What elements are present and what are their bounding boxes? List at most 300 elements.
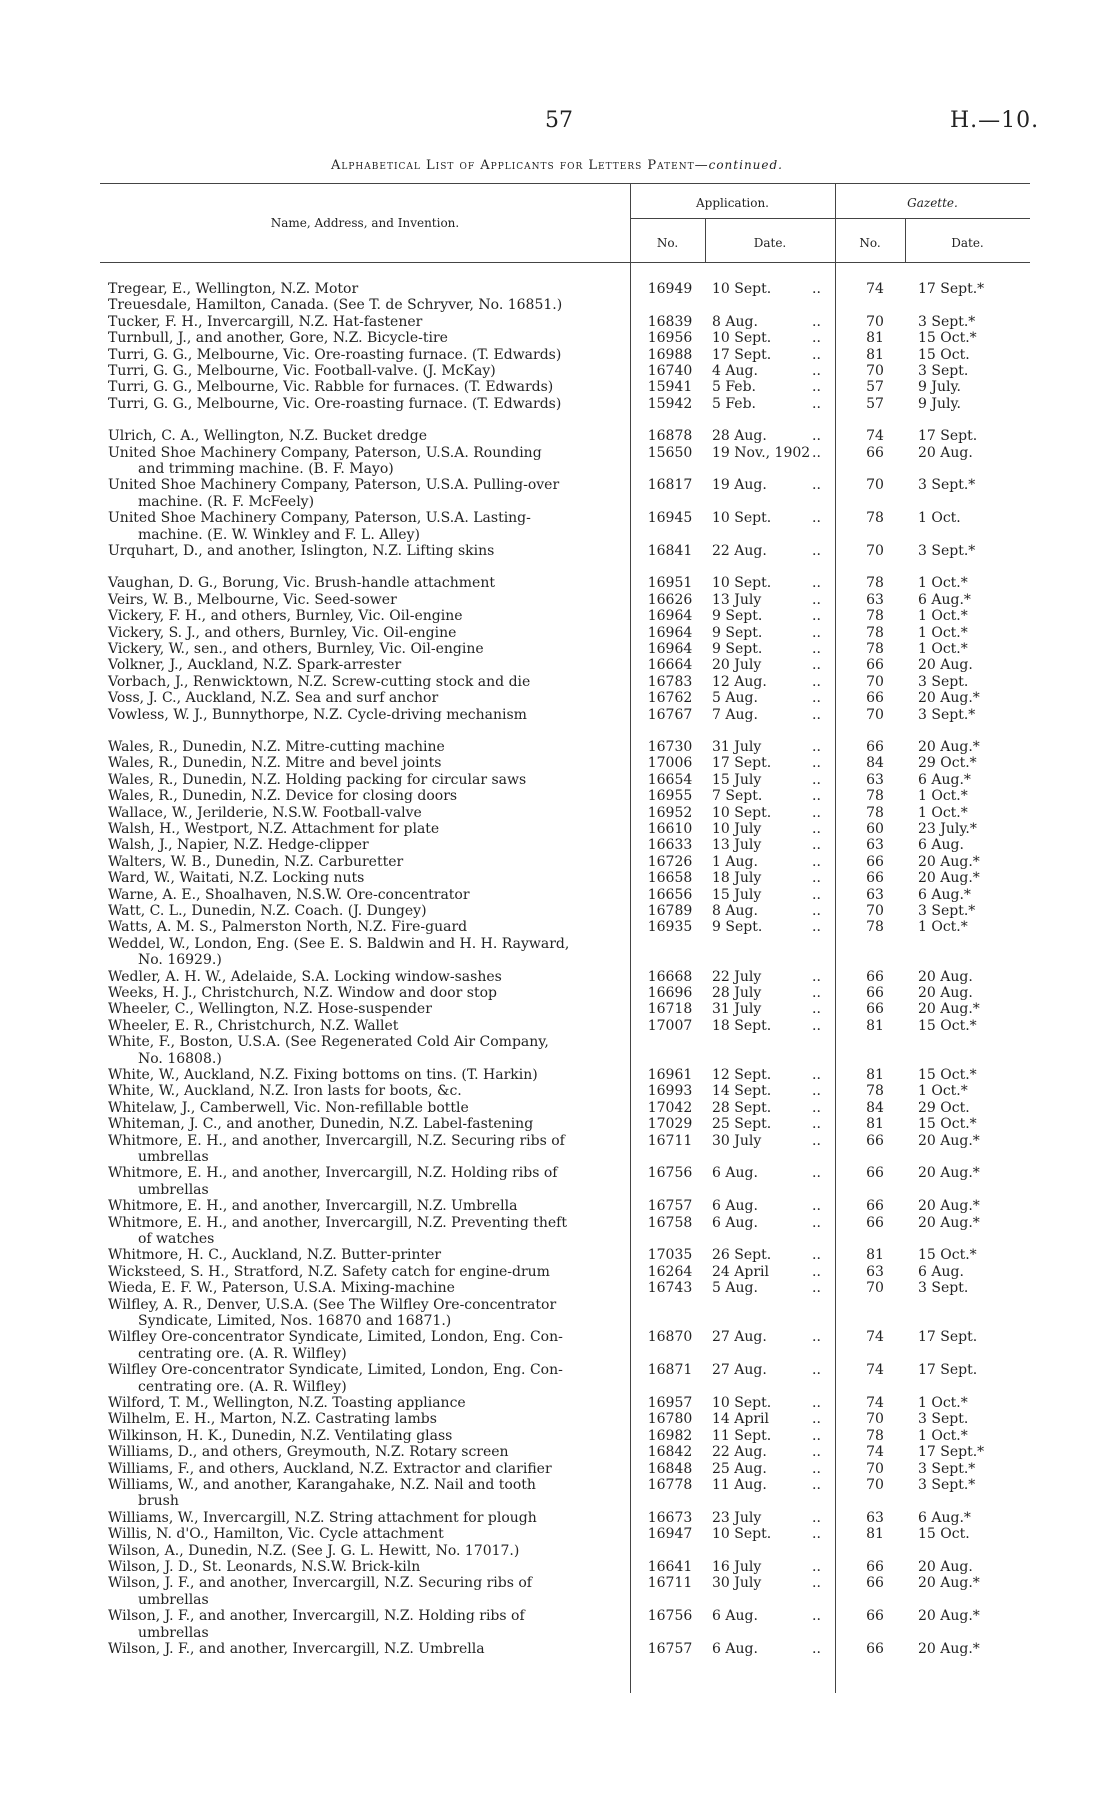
list-item: [0, 1396, 1114, 1411]
application-date: 27 Aug.: [712, 1329, 767, 1346]
application-number: 16610: [647, 821, 693, 837]
gazette-date: 9 July.: [918, 379, 961, 396]
application-date: 8 Aug.: [712, 313, 758, 330]
gazette-date: 20 Aug.: [918, 968, 973, 985]
application-number: 16756: [647, 1608, 693, 1625]
application-date: 25 Aug.: [712, 1460, 767, 1477]
page-number: 57: [545, 108, 573, 133]
list-item: [0, 756, 1114, 771]
application-date: 27 Aug.: [712, 1362, 767, 1379]
applicant-entry: Turri, G. G., Melbourne, Vic. Ore-roasting furnace. (T. Edwards): [108, 346, 562, 363]
leader-dots: ..: [812, 985, 821, 1001]
application-number: 16783: [647, 673, 693, 690]
header-top-rule: [100, 183, 1030, 184]
application-number: 16664: [647, 657, 693, 674]
list-item: [0, 1576, 1114, 1591]
gazette-number: 78: [866, 510, 884, 527]
applicant-entry: centrating ore. (A. R. Wilfley): [138, 1345, 347, 1362]
list-item: [0, 920, 1114, 935]
gazette-date: 3 Sept.*: [918, 1460, 976, 1477]
application-date: 4 Aug.: [712, 363, 758, 379]
applicant-entry: Vorbach, J., Renwicktown, N.Z. Screw-cutting stock and die: [108, 673, 531, 690]
list-item: [0, 1019, 1114, 1034]
application-date: 8 Aug.: [712, 903, 758, 919]
list-item: [0, 740, 1114, 755]
application-number: 16711: [647, 1132, 693, 1149]
list-item: [0, 953, 1114, 968]
applicant-entry: Wilfley, A. R., Denver, U.S.A. (See The Wilfley Ore-concentrator: [108, 1296, 557, 1313]
leader-dots: ..: [812, 886, 821, 903]
gazette-number: 74: [866, 428, 884, 445]
title-continued: continued.: [708, 158, 783, 172]
application-date: 14 Sept.: [712, 1083, 772, 1100]
applicant-entry: of watches: [138, 1231, 215, 1247]
gazette-number: 66: [866, 657, 884, 674]
applicant-entry: Whitmore, E. H., and another, Invercargill, N.Z. Umbrella: [108, 1198, 518, 1215]
application-number: 16956: [647, 330, 693, 347]
gazette-date: 29 Oct.*: [918, 755, 977, 772]
leader-dots: ..: [812, 1132, 821, 1149]
application-number: 16758: [647, 1214, 693, 1231]
leader-dots: ..: [812, 1559, 821, 1575]
applicant-entry: Wilkinson, H. K., Dunedin, N.Z. Ventilating glass: [108, 1427, 453, 1444]
application-number: 16951: [647, 575, 693, 592]
list-item: [0, 331, 1114, 346]
application-number: 16870: [647, 1329, 693, 1346]
application-number: 16711: [647, 1575, 693, 1592]
application-number: 16767: [647, 706, 693, 723]
list-item: [0, 364, 1114, 379]
leader-dots: ..: [812, 1214, 821, 1231]
gazette-number: 70: [866, 903, 884, 919]
list-item: [0, 1134, 1114, 1149]
application-number: 16878: [647, 428, 693, 445]
gazette-date: 1 Oct.*: [918, 804, 968, 821]
gazette-date: 20 Aug.*: [918, 1198, 980, 1215]
leader-dots: ..: [812, 903, 821, 919]
list-item: [0, 1166, 1114, 1181]
application-number: 17029: [647, 1116, 693, 1133]
application-number: 16264: [647, 1263, 693, 1280]
application-number: 16656: [647, 886, 693, 903]
header-app-date: Date.: [753, 236, 787, 250]
applicant-entry: Walsh, J., Napier, N.Z. Hedge-clipper: [108, 837, 369, 854]
application-number: 16658: [647, 870, 693, 887]
application-number: 15942: [647, 395, 693, 412]
gazette-number: 70: [866, 477, 884, 494]
leader-dots: ..: [812, 968, 821, 985]
gazette-date: 20 Aug.: [918, 1559, 973, 1575]
leader-dots: ..: [812, 788, 821, 805]
gazette-number: 70: [866, 313, 884, 330]
leader-dots: ..: [812, 477, 821, 494]
gazette-date: 6 Aug.: [918, 1263, 964, 1280]
application-date: 10 July: [712, 821, 762, 837]
list-item: [0, 1232, 1114, 1247]
gazette-date: 3 Sept.*: [918, 1477, 976, 1493]
application-date: 11 Aug.: [712, 1477, 767, 1493]
application-number: 16726: [647, 853, 693, 870]
gazette-date: 1 Oct.: [918, 510, 961, 527]
leader-dots: ..: [812, 1526, 821, 1543]
gazette-date: 6 Aug.*: [918, 591, 971, 608]
header-app-no: No.: [656, 236, 679, 250]
gazette-date: 17 Sept.*: [918, 281, 985, 297]
leader-dots: ..: [812, 706, 821, 723]
leader-dots: ..: [812, 1460, 821, 1477]
gazette-number: 74: [866, 1362, 884, 1379]
list-item: [0, 855, 1114, 870]
applicant-entry: Wheeler, E. R., Christchurch, N.Z. Wallet: [108, 1017, 399, 1034]
application-number: 17007: [647, 1017, 693, 1034]
application-number: 17042: [647, 1099, 693, 1116]
application-number: 16961: [647, 1067, 693, 1083]
application-number: 16839: [647, 313, 693, 330]
application-number: 16842: [647, 1444, 693, 1461]
gazette-date: 29 Oct.: [918, 1099, 970, 1116]
application-date: 7 Aug.: [712, 706, 758, 723]
gazette-number: 63: [866, 886, 884, 903]
application-number: 16673: [647, 1509, 693, 1526]
list-item: [0, 495, 1114, 510]
leader-dots: ..: [812, 1001, 821, 1018]
application-date: 19 Nov., 1902: [712, 444, 811, 461]
gazette-number: 66: [866, 853, 884, 870]
list-item: [0, 1150, 1114, 1165]
list-item: [0, 576, 1114, 591]
gazette-date: 20 Aug.*: [918, 1001, 980, 1018]
application-date: 5 Aug.: [712, 1280, 758, 1297]
applicant-entry: umbrellas: [138, 1591, 209, 1608]
applicant-entry: Wilson, J. D., St. Leonards, N.S.W. Brick-kiln: [108, 1559, 421, 1575]
list-item: [0, 462, 1114, 477]
gazette-date: 15 Oct.: [918, 1526, 970, 1543]
gazette-date: 3 Sept.: [918, 1411, 969, 1428]
page-title: [0, 158, 1114, 173]
applicant-entry: Wheeler, C., Wellington, N.Z. Hose-suspender: [108, 1001, 432, 1018]
list-item: [0, 789, 1114, 804]
list-item: [0, 528, 1114, 543]
gazette-number: 66: [866, 1559, 884, 1575]
applicant-entry: United Shoe Machinery Company, Paterson, U.S.A. Pulling-over: [108, 477, 560, 494]
application-date: 5 Feb.: [712, 379, 757, 396]
list-item: [0, 1462, 1114, 1477]
list-item: [0, 675, 1114, 690]
leader-dots: ..: [812, 510, 821, 527]
gazette-number: 66: [866, 870, 884, 887]
gazette-date: 3 Sept.*: [918, 543, 976, 559]
gazette-date: 15 Oct.*: [918, 330, 977, 347]
gazette-date: 1 Oct.*: [918, 608, 968, 625]
applicant-entry: White, F., Boston, U.S.A. (See Regenerated Cold Air Company,: [108, 1034, 549, 1051]
gazette-number: 70: [866, 1460, 884, 1477]
application-date: 10 Sept.: [712, 281, 772, 297]
leader-dots: ..: [812, 1198, 821, 1215]
applicant-entry: Wilson, J. F., and another, Invercargill, N.Z. Securing ribs of: [108, 1575, 532, 1592]
leader-dots: ..: [812, 395, 821, 412]
applicant-entry: Wilson, J. F., and another, Invercargill, N.Z. Umbrella: [108, 1641, 485, 1657]
application-number: 16964: [647, 624, 693, 641]
gazette-date: 20 Aug.*: [918, 1132, 980, 1149]
list-item: [0, 511, 1114, 526]
list-item: [0, 1494, 1114, 1509]
applicant-entry: Whiteman, J. C., and another, Dunedin, N.Z. Label-fastening: [108, 1116, 534, 1133]
list-item: [0, 1527, 1114, 1542]
applicant-entry: Turri, G. G., Melbourne, Vic. Ore-roasting furnace. (T. Edwards): [108, 395, 562, 412]
leader-dots: ..: [812, 1411, 821, 1428]
list-item: [0, 1429, 1114, 1444]
list-item: [0, 970, 1114, 985]
gazette-date: 1 Oct.*: [918, 1427, 968, 1444]
applicant-entry: Ulrich, C. A., Wellington, N.Z. Bucket dredge: [108, 428, 428, 445]
leader-dots: ..: [812, 804, 821, 821]
gazette-number: 84: [866, 1099, 884, 1116]
application-number: 16756: [647, 1165, 693, 1182]
gazette-number: 60: [866, 821, 884, 837]
application-date: 25 Sept.: [712, 1116, 772, 1133]
header-gazette-date: Date.: [951, 236, 984, 250]
list-item: [0, 1478, 1114, 1493]
application-number: 16762: [647, 690, 693, 707]
list-item: [0, 626, 1114, 641]
application-number: 16780: [647, 1411, 693, 1428]
application-number: 16964: [647, 608, 693, 625]
gazette-number: 70: [866, 543, 884, 559]
applicant-entry: Warne, A. E., Shoalhaven, N.S.W. Ore-concentrator: [108, 886, 470, 903]
list-item: [0, 1068, 1114, 1083]
application-date: 30 July: [712, 1132, 762, 1149]
applicant-entry: Wilfley Ore-concentrator Syndicate, Limited, London, Eng. Con-: [108, 1362, 563, 1379]
application-date: 6 Aug.: [712, 1198, 758, 1215]
list-item: [0, 1314, 1114, 1329]
application-number: 16633: [647, 837, 693, 854]
leader-dots: ..: [812, 1477, 821, 1493]
gazette-date: 20 Aug.: [918, 444, 973, 461]
leader-dots: ..: [812, 1395, 821, 1411]
application-date: 1 Aug.: [712, 853, 758, 870]
gazette-number: 70: [866, 1411, 884, 1428]
application-date: 9 Sept.: [712, 919, 763, 936]
list-item: [0, 1330, 1114, 1345]
application-number: 16945: [647, 510, 693, 527]
application-number: 16718: [647, 1001, 693, 1018]
gazette-date: 15 Oct.*: [918, 1116, 977, 1133]
leader-dots: ..: [812, 1165, 821, 1182]
application-date: 10 Sept.: [712, 330, 772, 347]
gazette-number: 70: [866, 673, 884, 690]
applicant-entry: Whitmore, E. H., and another, Invercargill, N.Z. Securing ribs of: [108, 1132, 565, 1149]
gazette-date: 20 Aug.*: [918, 1575, 980, 1592]
leader-dots: ..: [812, 428, 821, 445]
application-number: 16848: [647, 1460, 693, 1477]
applicant-entry: Wales, R., Dunedin, N.Z. Mitre-cutting machine: [108, 739, 445, 755]
leader-dots: ..: [812, 1608, 821, 1625]
application-date: 31 July: [712, 1001, 762, 1018]
list-item: [0, 1347, 1114, 1362]
application-date: 9 Sept.: [712, 641, 763, 657]
applicant-entry: Walters, W. B., Dunedin, N.Z. Carburetter: [108, 853, 404, 870]
application-date: 28 Aug.: [712, 428, 767, 445]
application-number: 17035: [647, 1247, 693, 1264]
applicant-entry: Wilford, T. M., Wellington, N.Z. Toasting appliance: [108, 1395, 466, 1411]
applicant-entry: Tregear, E., Wellington, N.Z. Motor: [108, 281, 359, 297]
leader-dots: ..: [812, 608, 821, 625]
gazette-number: 81: [866, 346, 884, 363]
gazette-number: 66: [866, 690, 884, 707]
header-gazette: Gazette.: [907, 196, 958, 210]
applicant-entry: Wicksteed, S. H., Stratford, N.Z. Safety catch for engine-drum: [108, 1263, 550, 1280]
applicant-entry: brush: [138, 1493, 179, 1510]
list-item: [0, 1101, 1114, 1116]
leader-dots: ..: [812, 657, 821, 674]
list-item: [0, 691, 1114, 706]
header-name: Name, Address, and Invention.: [270, 216, 460, 230]
gazette-number: 66: [866, 1198, 884, 1215]
gazette-number: 70: [866, 706, 884, 723]
gazette-number: 57: [866, 395, 884, 412]
gazette-number: 66: [866, 739, 884, 755]
gazette-number: 70: [866, 1280, 884, 1297]
application-date: 20 July: [712, 657, 762, 674]
gazette-number: 81: [866, 1247, 884, 1264]
leader-dots: ..: [812, 591, 821, 608]
application-date: 18 July: [712, 870, 762, 887]
list-item: [0, 1199, 1114, 1214]
leader-dots: ..: [812, 575, 821, 592]
application-date: 31 July: [712, 739, 762, 755]
list-item: [0, 1298, 1114, 1313]
leader-dots: ..: [812, 1116, 821, 1133]
gazette-date: 1 Oct.*: [918, 575, 968, 592]
gazette-date: 6 Aug.*: [918, 771, 971, 788]
applicant-entry: Wales, R., Dunedin, N.Z. Holding packing for circular saws: [108, 771, 527, 788]
list-item: [0, 1544, 1114, 1559]
list-item: [0, 1248, 1114, 1263]
leader-dots: ..: [812, 1083, 821, 1100]
application-date: 14 April: [712, 1411, 769, 1428]
gazette-number: 81: [866, 1116, 884, 1133]
list-item: [0, 937, 1114, 952]
application-date: 22 Aug.: [712, 543, 767, 559]
applicant-entry: Weddel, W., London, Eng. (See E. S. Baldwin and H. H. Rayward,: [108, 935, 570, 952]
application-date: 18 Sept.: [712, 1017, 772, 1034]
applicant-entry: United Shoe Machinery Company, Paterson, U.S.A. Rounding: [108, 444, 542, 461]
leader-dots: ..: [812, 1575, 821, 1592]
application-number: 17006: [647, 755, 693, 772]
list-item: [0, 871, 1114, 886]
applicant-entry: Volkner, J., Auckland, N.Z. Spark-arrester: [108, 657, 402, 674]
gazette-date: 1 Oct.*: [918, 919, 968, 936]
application-date: 6 Aug.: [712, 1165, 758, 1182]
list-item: [0, 1642, 1114, 1657]
list-item: [0, 1363, 1114, 1378]
gazette-date: 17 Sept.*: [918, 1444, 985, 1461]
application-number: 16982: [647, 1427, 693, 1444]
gazette-date: 1 Oct.*: [918, 788, 968, 805]
applicant-entry: umbrellas: [138, 1624, 209, 1641]
applicant-entry: Wilhelm, E. H., Marton, N.Z. Castrating lambs: [108, 1411, 437, 1428]
gazette-number: 66: [866, 1165, 884, 1182]
gazette-number: 66: [866, 1641, 884, 1657]
gazette-date: 6 Aug.*: [918, 886, 971, 903]
list-item: [0, 380, 1114, 395]
leader-dots: ..: [812, 444, 821, 461]
list-item: [0, 593, 1114, 608]
applicant-entry: Wieda, E. F. W., Paterson, U.S.A. Mixing-machine: [108, 1280, 455, 1297]
list-item: [0, 658, 1114, 673]
list-item: [0, 1281, 1114, 1296]
list-item: [0, 1265, 1114, 1280]
application-date: 5 Aug.: [712, 690, 758, 707]
applicant-entry: umbrellas: [138, 1181, 209, 1198]
gazette-number: 66: [866, 985, 884, 1001]
applicant-entry: centrating ore. (A. R. Wilfley): [138, 1378, 347, 1395]
applicant-entry: Urquhart, D., and another, Islington, N.Z. Lifting skins: [108, 543, 495, 559]
gazette-date: 1 Oct.*: [918, 1083, 968, 1100]
list-item: [0, 1445, 1114, 1460]
list-item: [0, 609, 1114, 624]
gazette-date: 3 Sept.: [918, 673, 969, 690]
gazette-date: 6 Aug.*: [918, 1509, 971, 1526]
leader-dots: ..: [812, 837, 821, 854]
gazette-number: 66: [866, 1001, 884, 1018]
leader-dots: ..: [812, 1329, 821, 1346]
applicant-entry: Vaughan, D. G., Borung, Vic. Brush-handle attachment: [108, 575, 495, 592]
list-item: [0, 642, 1114, 657]
applicant-entry: White, W., Auckland, N.Z. Iron lasts for boots, &c.: [108, 1083, 462, 1100]
application-number: 16626: [647, 591, 693, 608]
application-date: 15 July: [712, 771, 762, 788]
applicant-entry: umbrellas: [138, 1149, 209, 1165]
leader-dots: ..: [812, 1067, 821, 1083]
application-date: 10 Sept.: [712, 575, 772, 592]
list-item: [0, 1002, 1114, 1017]
list-item: [0, 348, 1114, 363]
list-item: [0, 1216, 1114, 1231]
applicant-entry: Vickery, W., sen., and others, Burnley, Vic. Oil-engine: [108, 641, 484, 657]
application-number: 16757: [647, 1198, 693, 1215]
gazette-date: 15 Oct.*: [918, 1067, 977, 1083]
applicant-entry: Williams, D., and others, Greymouth, N.Z. Rotary screen: [108, 1444, 509, 1461]
application-date: 6 Aug.: [712, 1214, 758, 1231]
gazette-number: 78: [866, 575, 884, 592]
applicant-entry: Wilson, A., Dunedin, N.Z. (See J. G. L. Hewitt, No. 17017.): [108, 1542, 520, 1559]
leader-dots: ..: [812, 755, 821, 772]
applicant-entry: Watts, A. M. S., Palmerston North, N.Z. Fire-guard: [108, 919, 468, 936]
application-number: 16740: [647, 363, 693, 379]
gazette-date: 17 Sept.: [918, 1362, 978, 1379]
applicant-entry: Watt, C. L., Dunedin, N.Z. Coach. (J. Dungey): [108, 903, 427, 919]
application-date: 12 Aug.: [712, 673, 767, 690]
applicant-entry: Vickery, S. J., and others, Burnley, Vic. Oil-engine: [108, 624, 457, 641]
leader-dots: ..: [812, 1247, 821, 1264]
gazette-date: 20 Aug.*: [918, 853, 980, 870]
list-item: [0, 838, 1114, 853]
gazette-date: 20 Aug.*: [918, 1214, 980, 1231]
list-item: [0, 1609, 1114, 1624]
application-number: 16952: [647, 804, 693, 821]
gazette-number: 66: [866, 1608, 884, 1625]
leader-dots: ..: [812, 346, 821, 363]
list-item: [0, 478, 1114, 493]
gazette-date: 20 Aug.*: [918, 1608, 980, 1625]
gazette-number: 78: [866, 1427, 884, 1444]
application-date: 19 Aug.: [712, 477, 767, 494]
gazette-date: 17 Sept.: [918, 1329, 978, 1346]
list-item: [0, 1380, 1114, 1395]
list-item: [0, 1593, 1114, 1608]
list-item: [0, 904, 1114, 919]
